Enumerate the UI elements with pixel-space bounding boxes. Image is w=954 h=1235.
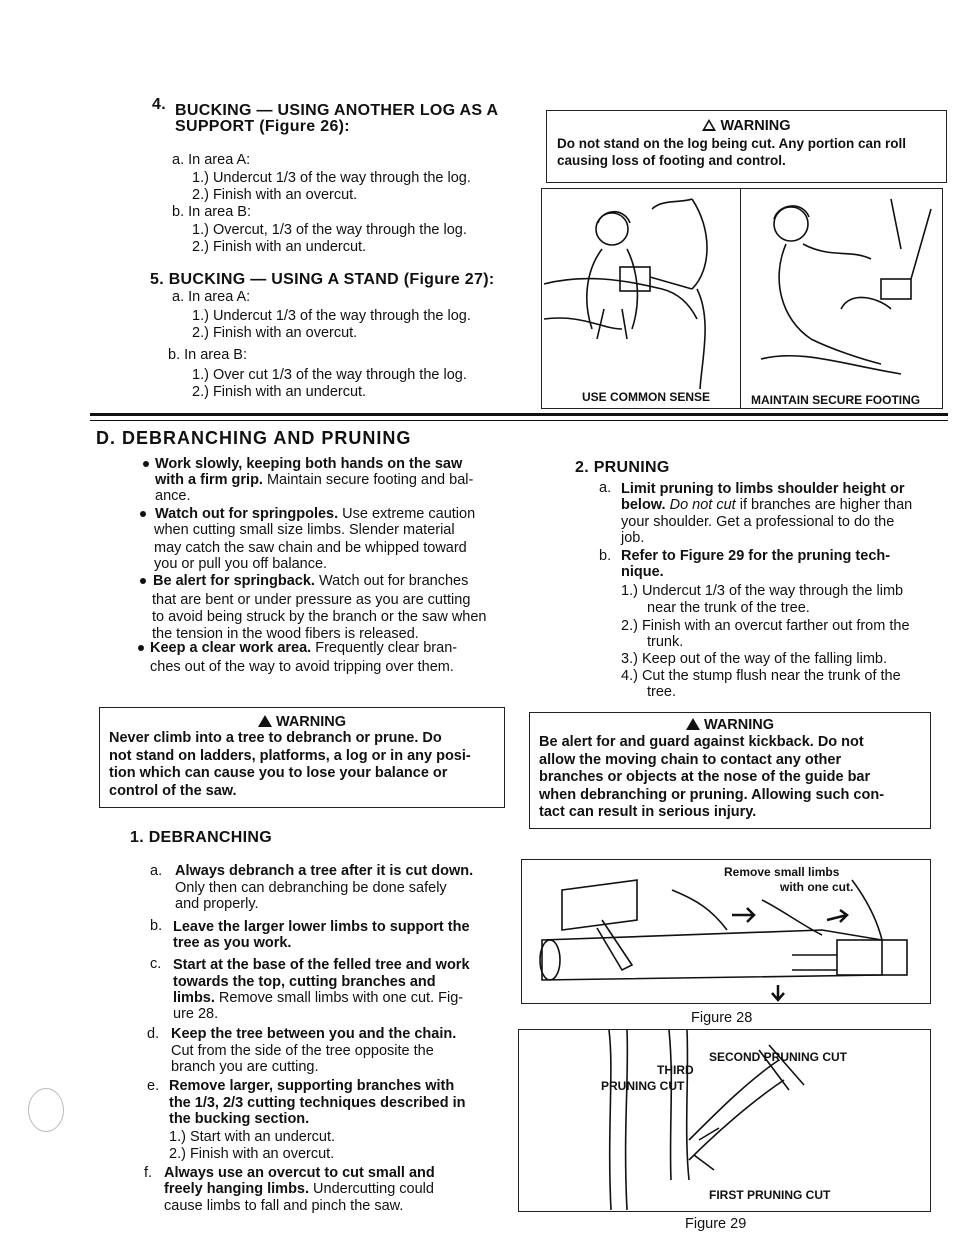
pruning-step-3: 3.) Keep out of the way of the falling limb. <box>621 651 887 667</box>
warning-box-top <box>546 110 947 183</box>
bullet-3-line2: that are bent or under pressure as you are cutting <box>152 592 471 608</box>
warning-top-line2: causing loss of footing and control. <box>557 153 786 168</box>
section-4-title-line1: BUCKING — USING ANOTHER LOG AS A <box>175 102 499 119</box>
section-4-item-b2: 2.) Finish with an undercut. <box>192 239 367 255</box>
figure-29-second-cut-label: SECOND PRUNING CUT <box>709 1050 848 1064</box>
section-5-item-a1: 1.) Undercut 1/3 of the way through the log. <box>192 308 471 324</box>
bullet-3-line3: to avoid being struck by the branch or the saw when <box>152 609 487 625</box>
debranching-a-line3: and properly. <box>175 896 259 912</box>
pruning-step-4b: tree. <box>647 684 677 700</box>
pruning-step-1b: near the trunk of the tree. <box>647 600 810 616</box>
debranching-f-bold: freely hanging limbs. <box>164 1181 310 1197</box>
section-4-number: 4. <box>152 96 166 113</box>
warning-left-heading <box>100 714 504 730</box>
debranching-e-label: e. <box>147 1078 160 1094</box>
pruning-a-label: a. <box>599 480 612 496</box>
figure-28-caption: Figure 28 <box>691 1010 753 1026</box>
figure-29 <box>518 1029 931 1212</box>
debranching-e-line3: the bucking section. <box>169 1111 310 1127</box>
debranching-e-line2: the 1/3, 2/3 cutting techniques described in <box>169 1095 466 1111</box>
debranching-d-line1: Keep the tree between you and the chain. <box>171 1026 457 1042</box>
bullet-1-rest: Maintain secure footing and bal- <box>262 472 474 488</box>
section-4-item-a: a. In area A: <box>172 152 251 168</box>
warning-left-label: WARNING <box>275 714 347 730</box>
debranching-c-line3 <box>173 990 463 1007</box>
bullet-4-bold: Keep a clear work area. <box>150 640 312 656</box>
figure-29-caption: Figure 29 <box>685 1216 747 1232</box>
bullet-2 <box>140 511 146 517</box>
section-d-title: D. DEBRANCHING AND PRUNING <box>96 428 412 448</box>
section-4-title-line2: SUPPORT (Figure 26): <box>175 118 350 135</box>
debranching-title: 1. DEBRANCHING <box>130 829 272 846</box>
warning-right-line1: Be alert for and guard against kickback. Do not <box>539 734 864 750</box>
section-4-item-b1: 1.) Overcut, 1/3 of the way through the log. <box>192 222 467 238</box>
bullet-4-line1 <box>150 640 457 657</box>
bullet-3-bold: Be alert for springback. <box>153 573 315 589</box>
debranching-c-label: c. <box>150 956 162 972</box>
debranching-c-bold: limbs. <box>173 990 215 1006</box>
section-5-item-b1: 1.) Over cut 1/3 of the way through the log. <box>192 367 467 383</box>
warning-left-line4: control of the saw. <box>109 782 237 799</box>
debranching-f-rest: Undercutting could <box>309 1181 434 1197</box>
bullet-2-line1 <box>155 506 475 523</box>
illustration-secure-footing <box>740 188 943 409</box>
bullet-2-rest: Use extreme caution <box>338 506 476 522</box>
illustration-common-sense <box>541 188 741 409</box>
warning-left-line1: Never climb into a tree to debranch or prune. Do <box>109 730 442 746</box>
warning-right-line4: when debranching or pruning. Allowing such con- <box>539 786 885 803</box>
debranching-e-step2: 2.) Finish with an overcut. <box>169 1146 335 1162</box>
pruning-a-rest: if branches are higher than <box>735 497 913 513</box>
bullet-3-line4: the tension in the wood fibers is released. <box>152 626 419 642</box>
bullet-3-rest: Watch out for branches <box>314 573 469 589</box>
debranching-f-label: f. <box>144 1165 153 1181</box>
hole-punch-mark <box>28 1088 64 1132</box>
debranching-f-line3: cause limbs to fall and pinch the saw. <box>164 1198 404 1214</box>
debranching-b-line1: Leave the larger lower limbs to support the <box>173 919 470 935</box>
debranching-log-illustration <box>522 860 929 1002</box>
warning-triangle-icon <box>702 119 716 131</box>
debranching-d-line2: Cut from the side of the tree opposite the <box>171 1043 434 1059</box>
pruning-a-bold: below. <box>621 497 666 513</box>
debranching-c-line1: Start at the base of the felled tree and work <box>173 957 470 973</box>
warning-top-line1: Do not stand on the log being cut. Any portion can roll <box>557 136 906 151</box>
figure-28-note-line1: Remove small limbs <box>724 865 840 879</box>
bullet-1-line1: Work slowly, keeping both hands on the saw <box>155 456 463 472</box>
debranching-a-line1: Always debranch a tree after it is cut down. <box>175 863 474 879</box>
debranching-e-line1: Remove larger, supporting branches with <box>169 1078 455 1094</box>
pruning-a-line3: your shoulder. Get a professional to do the <box>621 514 895 530</box>
section-4-item-a2: 2.) Finish with an overcut. <box>192 187 358 203</box>
section-divider-thin <box>90 420 948 421</box>
debranching-b-line2: tree as you work. <box>173 935 292 951</box>
debranching-c-rest: Remove small limbs with one cut. Fig- <box>214 990 464 1006</box>
warning-top-label: WARNING <box>720 118 791 134</box>
section-divider-thick <box>90 413 948 416</box>
warning-right-line3: branches or objects at the nose of the guide bar <box>539 769 871 785</box>
bullet-2-bold: Watch out for springpoles. <box>155 506 339 522</box>
pruning-a-line4: job. <box>621 530 645 546</box>
figure-29-third-cut-label-line2: PRUNING CUT <box>601 1079 685 1093</box>
pruning-a-line1: Limit pruning to limbs shoulder height or <box>621 481 905 497</box>
section-5-item-a: a. In area A: <box>172 289 251 305</box>
debranching-b-label: b. <box>150 918 163 934</box>
debranching-c-line2: towards the top, cutting branches and <box>173 974 436 990</box>
caption-maintain-secure-footing: MAINTAIN SECURE FOOTING <box>751 393 921 407</box>
pruning-b-label: b. <box>599 548 612 564</box>
debranching-f-line2 <box>164 1181 434 1198</box>
warning-triangle-icon <box>686 718 700 730</box>
section-4-item-b: b. In area B: <box>172 204 251 220</box>
warning-left-line2: not stand on ladders, platforms, a log or in any posi- <box>109 747 471 764</box>
debranching-e-step1: 1.) Start with an undercut. <box>169 1129 336 1145</box>
debranching-a-label: a. <box>150 863 163 879</box>
debranching-c-line4: ure 28. <box>173 1006 219 1022</box>
warning-right-line2: allow the moving chain to contact any other <box>539 751 842 768</box>
bullet-2-line2: when cutting small size limbs. Slender material <box>154 522 455 538</box>
warning-right-label: WARNING <box>703 717 775 733</box>
caption-use-common-sense: USE COMMON SENSE <box>582 390 711 404</box>
bullet-4 <box>138 645 144 651</box>
warning-box-left <box>99 707 505 808</box>
bullet-1 <box>143 461 149 467</box>
bullet-2-line4: you or pull you off balance. <box>154 556 328 572</box>
pruning-step-4: 4.) Cut the stump flush near the trunk of the <box>621 668 901 684</box>
section-5-item-a2: 2.) Finish with an overcut. <box>192 325 358 341</box>
warning-box-right <box>529 712 931 829</box>
section-4-item-a1: 1.) Undercut 1/3 of the way through the log. <box>192 170 471 186</box>
figure-29-first-cut-label: FIRST PRUNING CUT <box>709 1188 831 1202</box>
warning-right-line5: tact can result in serious injury. <box>539 804 757 820</box>
debranching-d-label: d. <box>147 1026 160 1042</box>
bullet-4-rest: Frequently clear bran- <box>311 640 458 656</box>
pruning-step-2: 2.) Finish with an overcut farther out from the <box>621 618 910 634</box>
section-5-title: 5. BUCKING — USING A STAND (Figure 27): <box>150 271 495 288</box>
bullet-3-line1 <box>153 573 468 590</box>
bullet-2-line3: may catch the saw chain and be whipped toward <box>154 540 467 556</box>
bullet-1-bold: with a firm grip. <box>155 472 263 488</box>
section-5-item-b: b. In area B: <box>168 347 247 363</box>
pruning-step-2b: trunk. <box>647 634 684 650</box>
worker-balancing-illustration <box>741 189 941 407</box>
figure-28 <box>521 859 931 1004</box>
warning-left-line3: tion which can cause you to lose your balance or <box>109 765 448 781</box>
warning-right-heading <box>530 717 930 733</box>
pruning-step-1: 1.) Undercut 1/3 of the way through the limb <box>621 583 904 599</box>
figure-29-third-cut-label-line1: THIRD <box>657 1063 694 1077</box>
sawyer-on-log-illustration <box>542 189 739 407</box>
debranching-a-line2: Only then can debranching be done safely <box>175 880 447 896</box>
bullet-4-line2: ches out of the way to avoid tripping over them. <box>150 659 454 675</box>
pruning-title: 2. PRUNING <box>575 459 670 476</box>
pruning-a-line2 <box>621 497 912 514</box>
figure-28-note-line2: with one cut. <box>780 880 854 894</box>
bullet-1-line2 <box>155 472 473 489</box>
pruning-a-italic: Do not cut <box>665 497 736 513</box>
warning-triangle-icon <box>258 715 272 727</box>
bullet-1-line3: ance. <box>155 488 191 504</box>
warning-top-heading <box>547 118 946 134</box>
debranching-d-line3: branch you are cutting. <box>171 1059 319 1075</box>
section-5-item-b2: 2.) Finish with an undercut. <box>192 384 367 400</box>
debranching-f-line1: Always use an overcut to cut small and <box>164 1165 435 1181</box>
pruning-b-line2: nique. <box>621 564 664 580</box>
bullet-3 <box>140 578 146 584</box>
pruning-b-line1: Refer to Figure 29 for the pruning tech- <box>621 548 891 564</box>
